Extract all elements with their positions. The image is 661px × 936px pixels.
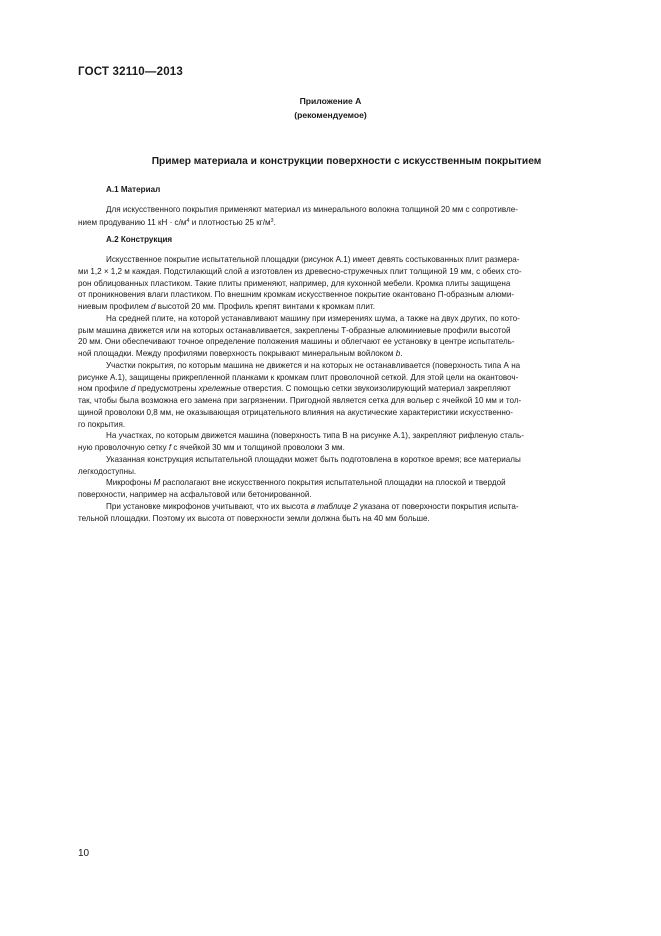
appendix-title: Пример материала и конструкции поверхности с искусственным покрытием: [151, 156, 542, 167]
annex-kind: (рекомендуемое): [294, 110, 367, 120]
paragraph: На участках, по которым движется машина (поверхность типа В на рисунке А.1), закрепляют рифленую сталь- ную проволочную сетку f с ячейкой 30 мм и толщиной проволоки 3 мм.: [78, 431, 524, 452]
section-heading-material: А.1 Материал: [106, 185, 161, 194]
page-number: 10: [78, 848, 90, 859]
paragraph: Искусственное покрытие испытательной площадки (рисунок А.1) имеет девять состыкованных плит размера- ми 1,2 × 1,2 м каждая. Подстилающий слой a изготовлен из древесно-стружечных плит толщиной 19 мм, с обеих сто- рон облицованных пластиком. Такие плиты применяют, например, для кухонной мебели. Кромка плиты защищена от проникновения влаги пластиком. По внешним кромкам искусственное покрытие окантовано П-образным алюми- ниевым профилем d высотой 20 мм. Профиль крепят винтами к кромкам плит.: [78, 255, 522, 311]
standard-code: ГОСТ 32110—2013: [78, 66, 183, 78]
paragraph: Указанная конструкция испытательной площадки может быть подготовлена в короткое время; все материалы легкодоступны.: [78, 454, 521, 476]
annex-name: Приложение А: [299, 96, 362, 106]
paragraph: Участки покрытия, по которым машина не движется и на которых не останавливается (поверхность типа А на рисунке А.1), защищены прикрепленной планками к кромкам плит проволочной сеткой. Для этой цели на окантовоч- ном профиле d предусмотрены хрележные отверстия. С помощью сетки звукоизолирующий материал закрепляют так, чтобы была возможна его замена при загрязнении. Пригодной является сетка для вольер с ячейкой 10 мм и тол- щиной проволоки 0,8 мм, не оказывающая отрицательного влияния на акустические характеристики искусственно- го покрытия.: [78, 360, 522, 429]
section-heading-construction: А.2 Конструкция: [106, 235, 173, 245]
paragraph: На средней плите, на которой устанавливают машину при измерениях шума, а также на двух других, по кото- рым машина движется или на которых останавливается, закреплены Т-образные алюминиевые профили высотой 20 мм. Они обеспечивают точное определение положения машины и облегчают ее установку в центре испытатель- ной площадки. Между профилями поверхность покрывают минеральным войлоком b.: [78, 313, 520, 358]
paragraph: При установке микрофонов учитывают, что их высота в таблице 2 указана от поверхности покрытия испыта- тельной площадки. Поэтому их высота от поверхности земли должна быть на 40 мм больше.: [78, 501, 519, 523]
paragraph: Для искусственного покрытия применяют материал из минерального волокна толщиной 20 мм с сопротивле- нием продуванию 11 кН · $с/м^4$ и плотностью 25 $кг/м^3$.: [78, 204, 518, 227]
annex-caption: [0, 94, 661, 122]
document-body: [78, 184, 615, 524]
paragraph: Микрофоны M располагают вне искусственного покрытия испытательной площадки на плоской и твердой поверхности, например на асфальтовой или бетонированной.: [78, 478, 506, 499]
